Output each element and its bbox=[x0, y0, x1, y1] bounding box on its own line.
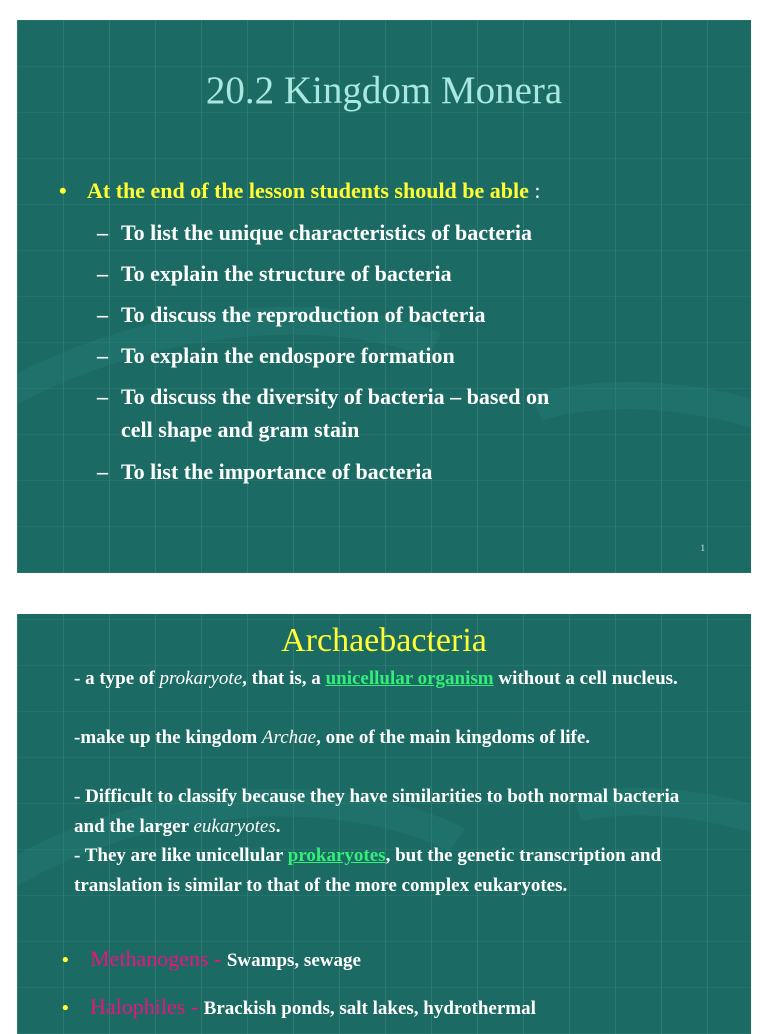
objective-item bbox=[97, 455, 717, 488]
dash-icon: – bbox=[97, 384, 108, 409]
objective-text: To discuss the diversity of bacteria – based on bbox=[121, 384, 550, 409]
page-number: 1 bbox=[700, 543, 705, 553]
objective-item bbox=[97, 216, 717, 249]
objective-item bbox=[97, 257, 717, 290]
text-run: -make up the kingdom bbox=[74, 727, 262, 748]
definition-paragraph bbox=[74, 664, 714, 694]
objectives-intro-text: At the end of the lesson students should be able bbox=[87, 178, 529, 203]
kind-desc: Swamps, sewage bbox=[226, 950, 361, 971]
classify-paragraph bbox=[74, 782, 714, 841]
kind-name: Methanogens - bbox=[90, 946, 227, 971]
objective-item bbox=[97, 339, 717, 372]
bullet-icon: • bbox=[62, 950, 69, 971]
genetics-paragraph bbox=[74, 841, 714, 900]
bullet-icon: • bbox=[59, 178, 67, 203]
text-run: - They are like unicellular bbox=[74, 845, 288, 866]
prokaryotes-link[interactable]: prokaryotes bbox=[287, 845, 386, 866]
kind-name: Halophiles - bbox=[90, 994, 204, 1019]
objectives-intro bbox=[59, 178, 541, 204]
text-run: without a cell nucleus. bbox=[493, 668, 678, 689]
text-run: - Difficult to classify because they have similarities to both normal bacteria and the larger bbox=[74, 786, 680, 837]
slide-title: 20.2 Kingdom Monera bbox=[205, 69, 563, 112]
text-run-italic: Archae bbox=[261, 727, 317, 748]
objective-text: To list the unique characteristics of bacteria bbox=[121, 220, 533, 245]
objective-text: To explain the endospore formation bbox=[121, 343, 455, 368]
text-run: , that is, a bbox=[242, 668, 326, 689]
slide-2 bbox=[17, 614, 751, 1034]
text-run: - a type of bbox=[74, 668, 160, 689]
kind-desc: Brackish ponds, salt lakes, hydrothermal bbox=[203, 998, 536, 1019]
text-run-italic: eukaryotes bbox=[193, 815, 276, 837]
slide-title: Archaebacteria bbox=[281, 622, 487, 659]
dash-icon: – bbox=[97, 459, 108, 484]
slide-1 bbox=[17, 20, 751, 573]
text-run: . bbox=[275, 815, 281, 837]
kind-item bbox=[62, 994, 536, 1020]
unicellular-organism-link[interactable]: unicellular organism bbox=[325, 668, 494, 689]
bullet-icon: • bbox=[62, 998, 69, 1019]
text-run: , but the genetic transcription and translation is similar to that of the more complex eukaryotes. bbox=[74, 845, 662, 896]
kind-item bbox=[62, 946, 361, 972]
kingdom-paragraph bbox=[74, 723, 714, 753]
objective-text: To list the importance of bacteria bbox=[121, 459, 433, 484]
intro-colon: : bbox=[534, 178, 541, 203]
dash-icon: – bbox=[97, 261, 108, 286]
text-run: , one of the main kingdoms of life. bbox=[316, 727, 591, 748]
dash-icon: – bbox=[97, 302, 108, 327]
objective-text: To discuss the reproduction of bacteria bbox=[121, 302, 486, 327]
objective-item bbox=[97, 298, 717, 331]
dash-icon: – bbox=[97, 220, 108, 245]
objective-continuation: cell shape and gram stain bbox=[121, 417, 360, 442]
text-run-italic: prokaryote bbox=[159, 668, 243, 689]
dash-icon: – bbox=[97, 343, 108, 368]
objective-text: To explain the structure of bacteria bbox=[121, 261, 452, 286]
objective-item bbox=[97, 380, 717, 446]
